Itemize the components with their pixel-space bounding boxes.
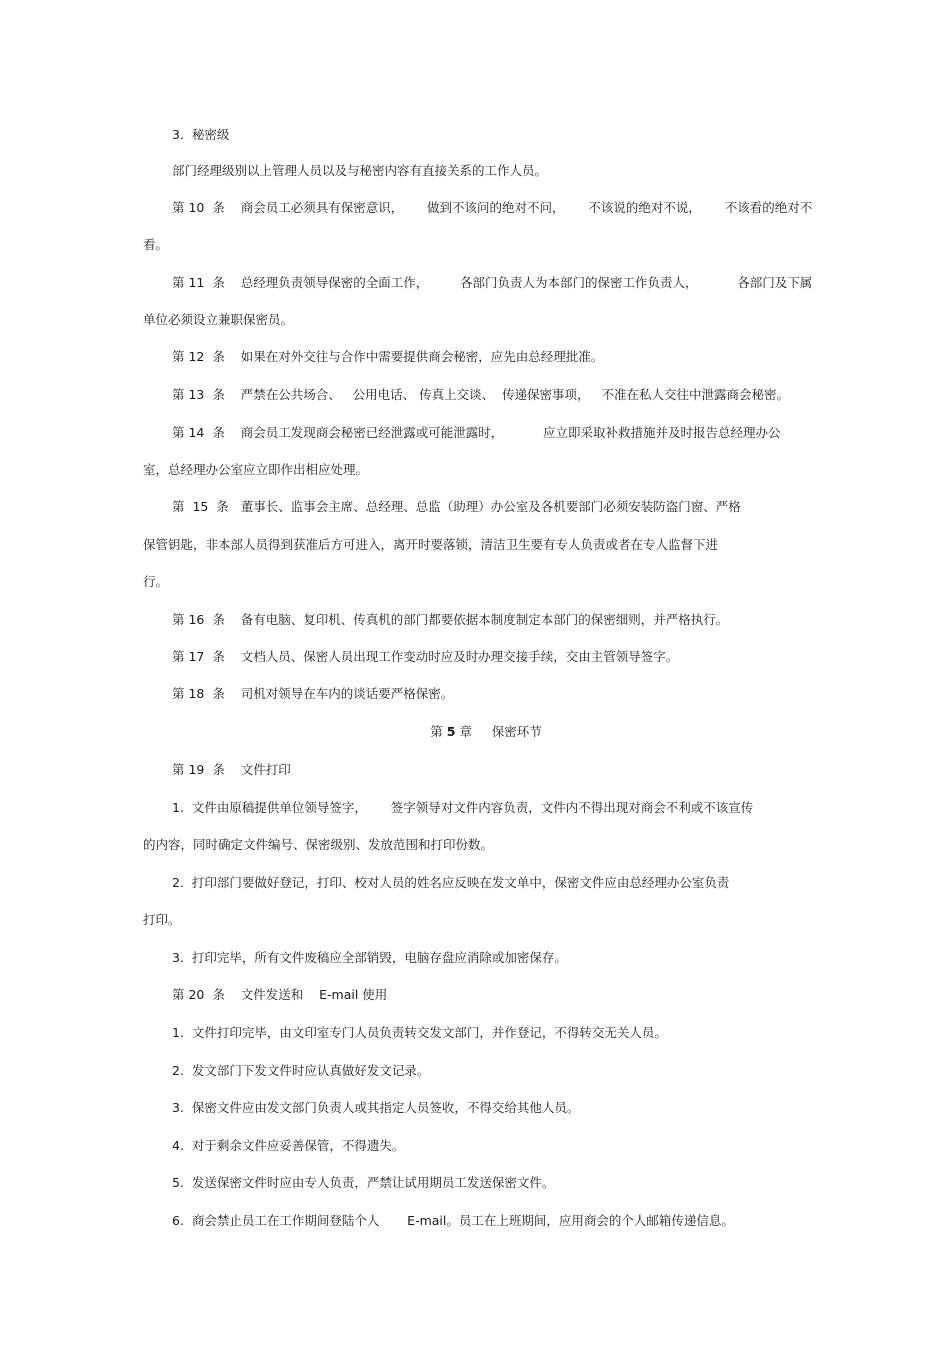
item-1: 1. 文件由原稿提供单位领导签字， 签字领导对文件内容负责，文件内不得出现对商会不利或不该宣传 bbox=[172, 800, 754, 815]
chapter-heading bbox=[0, 723, 950, 741]
chapter-title: 章 保密环节 bbox=[455, 724, 542, 739]
item-secret-level: 3. 秘密级 bbox=[172, 127, 230, 142]
paragraph-line: 部门经理级别以上管理人员以及与秘密内容有直接关系的工作人员。 bbox=[172, 163, 548, 178]
article-16: 第 16 条 备有电脑、复印机、传真机的部门都要依据本制度制定本部门的保密细则，并严格执行。 bbox=[172, 612, 729, 627]
article-10-cont: 看。 bbox=[143, 237, 169, 252]
article-11: 第 11 条 总经理负责领导保密的全面工作， 各部门负责人为本部门的保密工作负责人， 各部门及下属 bbox=[172, 275, 813, 290]
list-item: 1. 文件打印完毕，由文印室专门人员负责转交发文部门，并作登记，不得转交无关人员。 bbox=[172, 1025, 667, 1040]
chapter-number: 5 bbox=[446, 724, 456, 739]
list-item: 2. 发文部门下发文件时应认真做好发文记录。 bbox=[172, 1063, 430, 1078]
article-10: 第 10 条 商会员工必须具有保密意识， 做到不该问的绝对不问， 不该说的绝对不说， 不该看的绝对不 bbox=[172, 200, 813, 215]
article-15-cont-1: 保管钥匙，非本部人员得到获准后方可进入，离开时要落锁，清洁卫生要有专人负责或者在专人监督下进 bbox=[143, 537, 719, 552]
item-2-cont: 打印。 bbox=[143, 912, 181, 927]
item-1-cont: 的内容，同时确定文件编号、保密级别、发放范围和打印份数。 bbox=[143, 837, 494, 852]
item-2: 2. 打印部门要做好登记，打印、校对人员的姓名应反映在发文单中，保密文件应由总经理办公室负责 bbox=[172, 875, 730, 890]
chapter-prefix: 第 bbox=[430, 724, 447, 739]
list-item: 5. 发送保密文件时应由专人负责，严禁让试用期员工发送保密文件。 bbox=[172, 1175, 555, 1190]
article-18: 第 18 条 司机对领导在车内的谈话要严格保密。 bbox=[172, 686, 454, 701]
list-item: 4. 对于剩余文件应妥善保管，不得遗失。 bbox=[172, 1138, 405, 1153]
list-item: 3. 保密文件应由发文部门负责人或其指定人员签收，不得交给其他人员。 bbox=[172, 1100, 580, 1115]
article-17: 第 17 条 文档人员、保密人员出现工作变动时应及时办理交接手续，交由主管领导签字。 bbox=[172, 649, 679, 664]
article-14-cont: 室，总经理办公室应立即作出相应处理。 bbox=[143, 462, 369, 477]
list-item: 6. 商会禁止员工在工作期间登陆个人 E-mail。员工在上班期间，应用商会的个人邮箱传递信息。 bbox=[172, 1213, 734, 1228]
article-15-cont-2: 行。 bbox=[143, 574, 169, 589]
article-15: 第 15 条 董事长、监事会主席、总经理、总监（助理）办公室及各机要部门必须安装防盗门窗、严格 bbox=[172, 499, 741, 514]
article-14: 第 14 条 商会员工发现商会秘密已经泄露或可能泄露时， 应立即采取补救措施并及时报告总经理办公 bbox=[172, 425, 781, 440]
article-19: 第 19 条 文件打印 bbox=[172, 762, 291, 777]
article-13: 第 13 条 严禁在公共场合、 公用电话、 传真上交谈、 传递保密事项， 不准在私人交往中泄露商会秘密。 bbox=[172, 387, 789, 402]
article-20: 第 20 条 文件发送和 E-mail 使用 bbox=[172, 987, 388, 1002]
item-3: 3. 打印完毕，所有文件废稿应全部销毁，电脑存盘应消除或加密保存。 bbox=[172, 950, 567, 965]
article-12: 第 12 条 如果在对外交往与合作中需要提供商会秘密，应先由总经理批准。 bbox=[172, 349, 604, 364]
article-11-cont: 单位必须设立兼职保密员。 bbox=[143, 312, 294, 327]
